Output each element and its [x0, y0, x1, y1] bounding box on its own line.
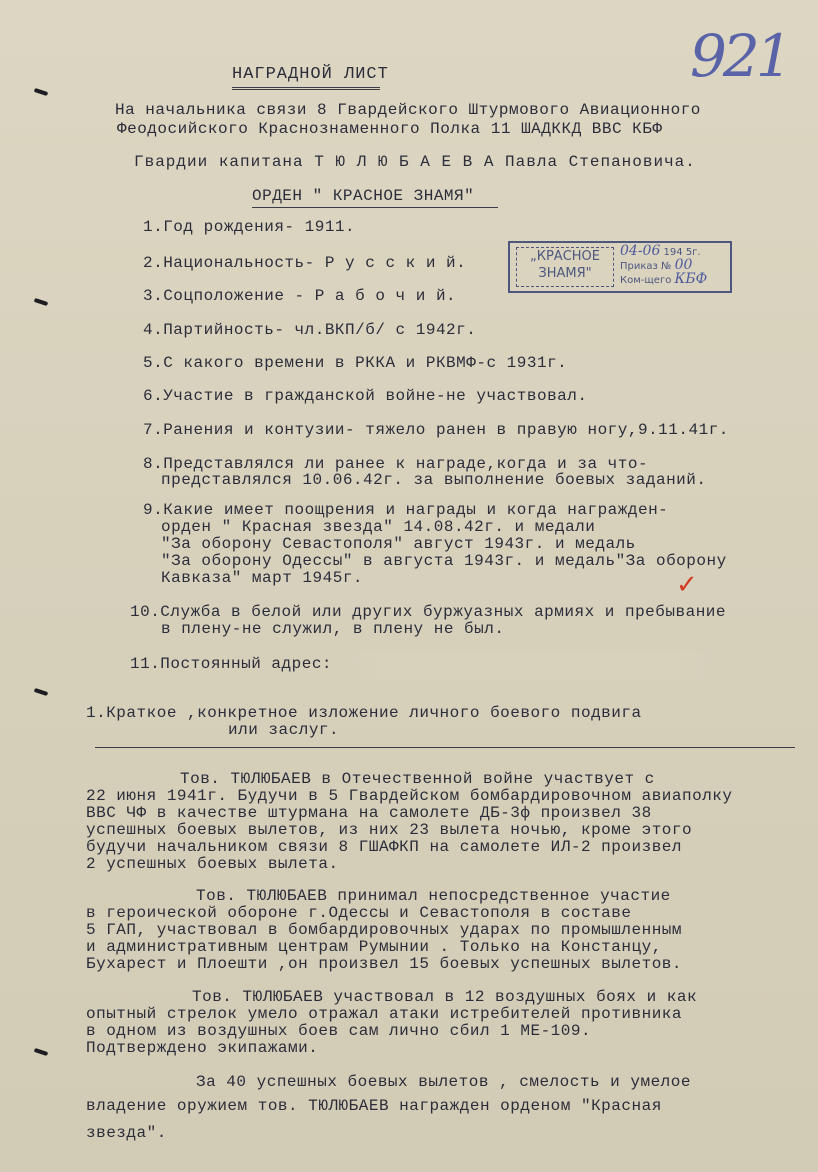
body-p2-l3: 5 ГАП, участвовал в бомбардировочных ударах по промышленным	[86, 921, 682, 939]
binding-hole-mark	[34, 88, 49, 96]
archive-page-number: 921	[690, 22, 789, 90]
item-nationality: 2.Национальность- Р у с с к и й.	[143, 254, 467, 272]
item-foreign-service-l1: 10.Служба в белой или других буржуазных армиях и пребывание	[130, 603, 726, 621]
item-civil-war: 6.Участие в гражданской войне-не участвовал.	[143, 387, 588, 405]
stamp-year: 194 5г.	[663, 247, 701, 258]
stamp-order-label: Приказ №	[620, 261, 672, 272]
binding-hole-mark	[34, 298, 49, 306]
unit-line-1: На начальника связи 8 Гвардейского Штурмового Авиационного	[115, 101, 701, 119]
stamp-order-number: 00	[674, 257, 693, 273]
item-birth-year: 1.Год рождения- 1911.	[143, 218, 356, 236]
body-p4-l3: звезда".	[86, 1124, 167, 1142]
item-service-since: 5.С какого времени в РККА и РКВМФ-с 1931г.	[143, 354, 568, 372]
binding-hole-mark	[34, 688, 49, 696]
item-social-status: 3.Соцположение - Р а б о ч и й.	[143, 287, 457, 305]
body-p1-l5: будучи начальником связи 8 ГШАФКП на самолете ИЛ-2 произвел	[86, 838, 682, 856]
recipient-name: Гвардии капитана Т Ю Л Ю Б А Е В А Павла Степановича.	[134, 153, 696, 171]
stamp-commander-label: Ком-щего	[620, 275, 672, 286]
stamp-handwritten-signature: КБФ	[674, 271, 708, 287]
redacted-address-area	[340, 652, 720, 680]
item-awards-l2: орден " Красная звезда" 14.08.42г. и медали	[161, 518, 596, 536]
section-separator	[95, 747, 795, 748]
item-foreign-service-l2: в плену-не служил, в плену не был.	[161, 620, 505, 638]
red-checkmark-icon: ✓	[676, 570, 698, 600]
stamp-handwritten-date: 04-06	[620, 243, 661, 259]
body-p4-l1: За 40 успешных боевых вылетов , смелость и умелое	[196, 1073, 691, 1091]
body-p2-l5: Бухарест и Плоешти ,он произвел 15 боевых успешных вылетов.	[86, 955, 682, 973]
document-title: НАГРАДНОЙ ЛИСТ	[232, 65, 389, 84]
body-p1-l4: успешных боевых вылетов, из них 23 вылета ночью, кроме этого	[86, 821, 693, 839]
body-p2-l4: и административным центрам Румынии . Только на Констанцу,	[86, 938, 662, 956]
award-stamp	[508, 241, 732, 293]
item-wounds: 7.Ранения и контузии- тяжело ранен в правую ногу,9.11.41г.	[143, 421, 729, 439]
binding-hole-mark	[34, 1048, 49, 1056]
item-awards-l1: 9.Какие имеет поощрения и награды и когда награжден-	[143, 501, 669, 519]
order-underline	[252, 207, 498, 208]
award-order-name: ОРДЕН " КРАСНОЕ ЗНАМЯ"	[252, 187, 475, 205]
body-p1-l2: 22 июня 1941г. Будучи в 5 Гвардейском бомбардировочном авиаполку	[86, 787, 733, 805]
item-prior-nomination-l1: 8.Представлялся ли ранее к награде,когда и за что-	[143, 455, 649, 473]
body-p1-l1: Тов. ТЮЛЮБАЕВ в Отечественной войне участвует с	[180, 770, 655, 788]
body-p3-l2: опытный стрелок умело отражал атаки истребителей противника	[86, 1005, 682, 1023]
body-p3-l1: Тов. ТЮЛЮБАЕВ участвовал в 12 воздушных боях и как	[192, 988, 698, 1006]
stamp-award-box	[516, 247, 614, 287]
body-p1-l3: ВВС ЧФ в качестве штурмана на самолете ДБ-3ф произвел 38	[86, 804, 652, 822]
section-heading-l1: 1.Краткое ,конкретное изложение личного боевого подвига	[86, 704, 642, 722]
unit-line-2: Феодосийского Краснознаменного Полка 11 ШАДККД ВВС КБФ	[117, 120, 663, 138]
item-prior-nomination-l2: представлялся 10.06.42г. за выполнение боевых заданий.	[161, 471, 707, 489]
section-heading-l2: или заслуг.	[228, 721, 340, 739]
item-awards-l4: "За оборону Одессы" в августа 1943г. и медаль"За оборону	[161, 552, 727, 570]
stamp-order-info	[620, 245, 707, 287]
stamp-award-line2: ЗНАМЯ"	[538, 266, 592, 281]
item-party: 4.Партийность- чл.ВКП/б/ с 1942г.	[143, 321, 477, 339]
item-awards-l3: "За оборону Севастополя" август 1943г. и медаль	[161, 535, 636, 553]
body-p2-l1: Тов. ТЮЛЮБАЕВ принимал непосредственное участие	[196, 887, 671, 905]
item-awards-l5: Кавказа" март 1945г.	[161, 569, 364, 587]
title-underline	[232, 87, 380, 90]
body-p1-l6: 2 успешных боевых вылета.	[86, 855, 339, 873]
stamp-award-line1: „КРАСНОЕ	[530, 249, 600, 264]
body-p3-l4: Подтверждено экипажами.	[86, 1039, 319, 1057]
body-p4-l2: владение оружием тов. ТЮЛЮБАЕВ награжден орденом "Красная	[86, 1097, 662, 1115]
item-address: 11.Постоянный адрес:	[130, 655, 333, 673]
body-p3-l3: в одном из воздушных боев сам лично сбил 1 МЕ-109.	[86, 1022, 592, 1040]
body-p2-l2: в героической обороне г.Одессы и Севастополя в составе	[86, 904, 632, 922]
